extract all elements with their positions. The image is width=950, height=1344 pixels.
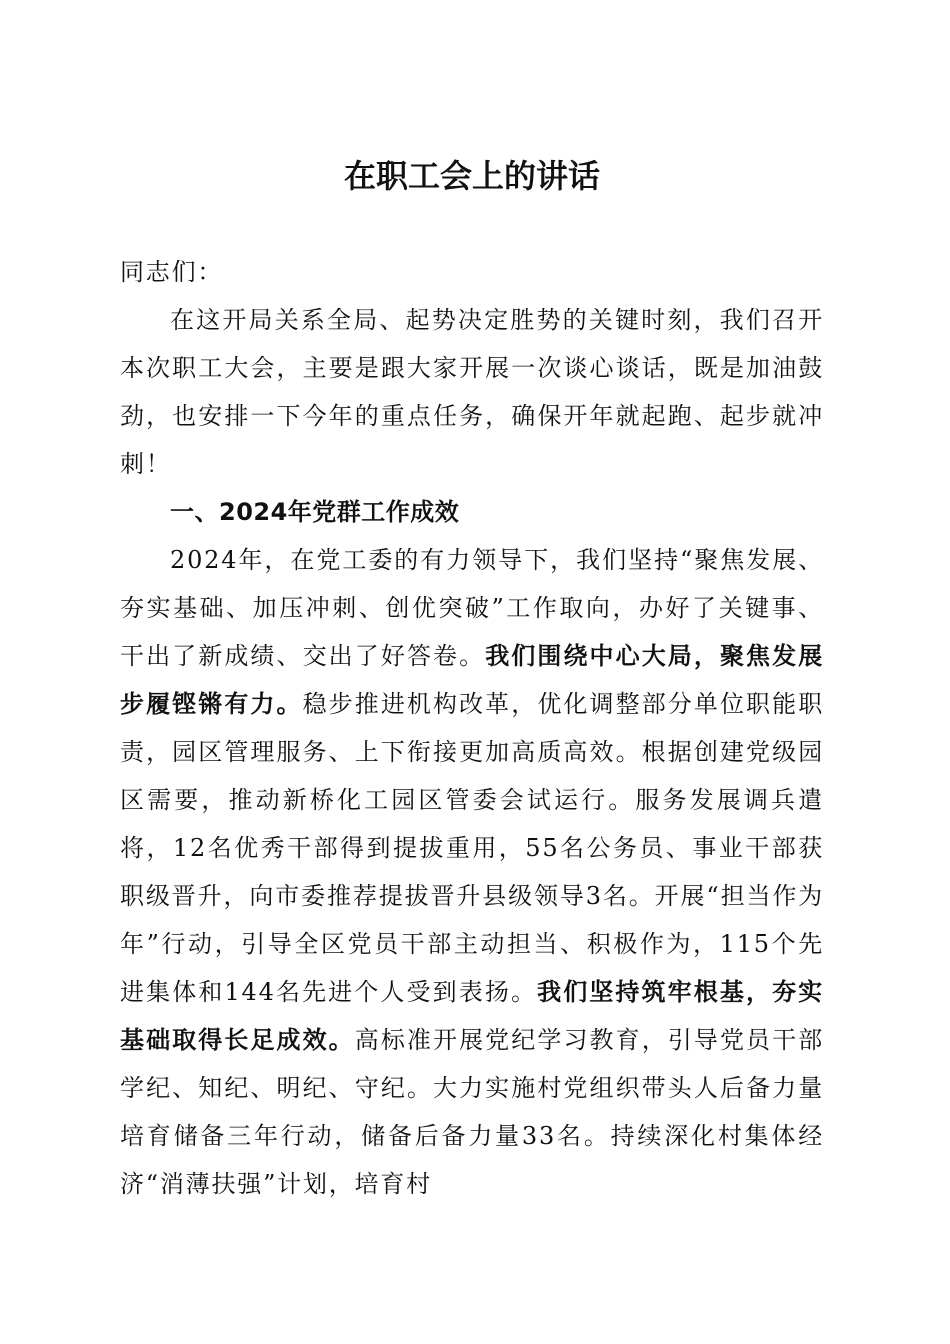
salutation: 同志们： xyxy=(120,258,224,286)
intro-paragraph: 在这开局关系全局、起势决定胜势的关键时刻，我们召开本次职工大会，主要是跟大家开展一次谈心谈话，既是加油鼓劲，也安排一下今年的重点任务，确保开年就起跑、起步就冲刺！ xyxy=(120,306,824,478)
document-title: 在职工会上的讲话 xyxy=(343,157,600,195)
bold-summary-1: 我们围绕中心大局，聚焦发展步履铿锵有力。 xyxy=(120,641,824,718)
achievements-paragraph xyxy=(120,536,824,1208)
paragraph-text-1: 稳步推进机构改革，优化调整部分单位职能职责，园区管理服务、上下衔接更加高质高效。根据创建党级园区需要，推动新桥化工园区管委会试运行。服务发展调兵遣将，12名优秀干部得到提拔重用，55名公务员、事业干部获职级晋升，向市委推荐提拔晋升县级领导3名。开展“担当作为年”行动，引导全区党员干部主动担当、积极作为，115个先进集体和144名先进个人受到表扬。 xyxy=(120,690,824,1006)
paragraph-text-2: 高标准开展党纪学习教育，引导党员干部学纪、知纪、明纪、守纪。大力实施村党组织带头人后备力量培育储备三年行动，储备后备力量33名。持续深化村集体经济“消薄扶强”计划，培育村 xyxy=(120,1026,824,1198)
bold-summary-2: 我们坚持筑牢根基，夯实基础取得长足成效。 xyxy=(120,977,824,1054)
paragraph-lead: 2024年，在党工委的有力领导下，我们坚持“聚焦发展、夯实基础、加压冲刺、创优突破”工作取向，办好了关键事、干出了新成绩、交出了好答卷。 xyxy=(120,546,824,670)
document-body xyxy=(120,248,824,1208)
section-heading: 一、2024年党群工作成效 xyxy=(170,498,460,526)
